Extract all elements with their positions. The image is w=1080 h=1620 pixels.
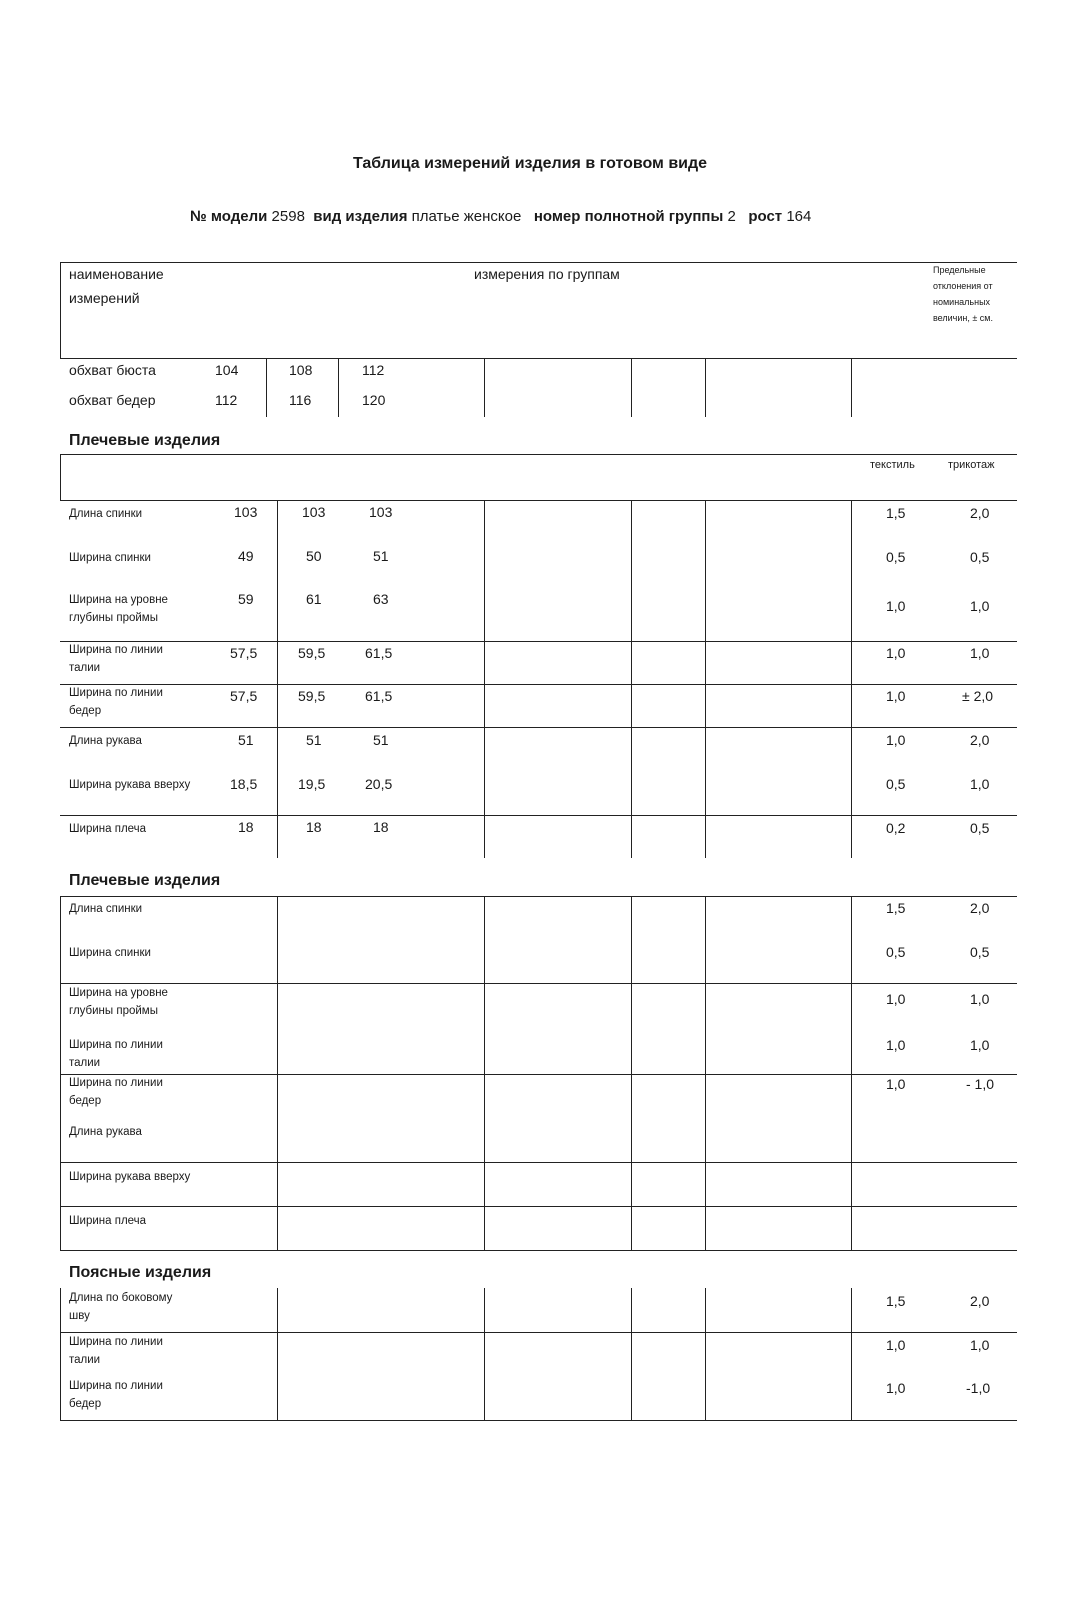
height-value: 164	[786, 208, 812, 225]
measurement-label: Ширина на уровне глубины проймы	[69, 594, 168, 624]
base-row-value: 112	[215, 392, 238, 408]
type-value: платье женское	[411, 208, 522, 225]
textile-tolerance: 1,0	[886, 688, 906, 704]
type-label: вид изделия	[313, 208, 408, 225]
measurement-value: 61,5	[365, 645, 393, 661]
knit-tolerance: 1,0	[970, 776, 990, 792]
knit-tolerance: 2,0	[970, 1293, 990, 1309]
knit-tolerance: 1,0	[970, 1037, 990, 1053]
measurement-label: Ширина по линии талии	[69, 644, 163, 674]
measurement-value: 59,5	[298, 645, 326, 661]
knit-tolerance: 2,0	[970, 505, 990, 521]
knit-tolerance: -1,0	[966, 1380, 991, 1396]
measurement-value: 51	[238, 732, 254, 748]
knit-tolerance: ± 2,0	[962, 688, 994, 704]
measurement-value: 18	[373, 819, 389, 835]
base-row-value: 112	[362, 362, 385, 378]
measurement-value: 18	[238, 819, 254, 835]
measurement-value: 51	[373, 548, 389, 564]
textile-tolerance: 0,5	[886, 944, 906, 960]
knit-tolerance: 0,5	[970, 944, 990, 960]
measurement-label: Ширина плеча	[69, 823, 147, 835]
textile-tolerance: 1,0	[886, 645, 906, 661]
base-row-value: 120	[362, 392, 386, 408]
measurement-value: 50	[306, 548, 322, 564]
base-row-value: 116	[289, 392, 312, 408]
measurement-value: 61	[306, 591, 322, 607]
knit-tolerance: 1,0	[970, 991, 990, 1007]
textile-tolerance: 1,0	[886, 1076, 906, 1092]
knit-tolerance: 0,5	[970, 820, 990, 836]
textile-tolerance: 1,0	[886, 1337, 906, 1353]
measurement-value: 19,5	[298, 776, 326, 792]
base-row-value: 104	[215, 362, 239, 378]
measurement-label: Ширина плеча	[69, 1215, 147, 1227]
textile-tolerance: 1,5	[886, 505, 906, 521]
measurement-label: Длина спинки	[69, 903, 143, 915]
measurement-value: 103	[369, 504, 393, 520]
measurement-value: 51	[373, 732, 389, 748]
measurement-label: Ширина спинки	[69, 947, 151, 959]
measurement-label: Ширина рукава вверху	[69, 1171, 191, 1183]
knit-tolerance: 1,0	[970, 1337, 990, 1353]
textile-tolerance: 0,5	[886, 776, 906, 792]
measurement-label: Длина спинки	[69, 508, 143, 520]
document-title: Таблица измерений изделия в готовом виде	[353, 155, 708, 172]
textile-tolerance: 1,5	[886, 1293, 906, 1309]
section-title: Плечевые изделия	[69, 432, 221, 449]
height-label: рост	[748, 208, 783, 225]
base-row-label: обхват бедер	[69, 392, 156, 408]
knit-tolerance: 2,0	[970, 732, 990, 748]
group-label: номер полнотной группы	[533, 208, 724, 225]
name-column-header: наименование измерений	[69, 266, 164, 306]
textile-tolerance: 1,0	[886, 598, 906, 614]
textile-tolerance: 1,0	[886, 1037, 906, 1053]
measurement-value: 20,5	[365, 776, 393, 792]
measurement-value: 18	[306, 819, 322, 835]
measurement-value: 59	[238, 591, 254, 607]
measurement-value: 18,5	[230, 776, 258, 792]
base-row-value: 108	[289, 362, 313, 378]
textile-tolerance: 0,5	[886, 549, 906, 565]
measurement-value: 51	[306, 732, 322, 748]
measurement-label: Ширина по линии талии	[69, 1039, 163, 1069]
measurement-value: 63	[373, 591, 389, 607]
textile-column-header: текстиль	[870, 459, 915, 471]
measurement-label: Ширина по линии бедер	[69, 1077, 163, 1107]
model-label: № модели	[190, 208, 268, 225]
knit-tolerance: 2,0	[970, 900, 990, 916]
knit-tolerance: 1,0	[970, 598, 990, 614]
groups-column-header: измерения по группам	[474, 266, 620, 282]
knit-column-header: трикотаж	[948, 459, 995, 471]
group-value: 2	[727, 208, 736, 225]
knit-tolerance: - 1,0	[966, 1076, 995, 1092]
section-title: Плечевые изделия	[69, 872, 221, 889]
measurement-label: Длина по боковому шву	[69, 1292, 173, 1322]
measurement-label: Ширина по линии бедер	[69, 687, 163, 717]
textile-tolerance: 1,5	[886, 900, 906, 916]
measurement-value: 57,5	[230, 645, 258, 661]
measurement-label: Ширина по линии бедер	[69, 1380, 163, 1410]
measurement-value: 49	[238, 548, 254, 564]
measurement-value: 59,5	[298, 688, 326, 704]
measurement-label: Длина рукава	[69, 735, 142, 747]
measurement-value: 103	[302, 504, 326, 520]
measurement-label: Длина рукава	[69, 1126, 142, 1138]
measurement-value: 103	[234, 504, 258, 520]
textile-tolerance: 0,2	[886, 820, 906, 836]
tolerance-column-header: Предельные отклонения от номинальных величин, ± см.	[933, 265, 993, 323]
knit-tolerance: 1,0	[970, 645, 990, 661]
textile-tolerance: 1,0	[886, 991, 906, 1007]
section-title: Поясные изделия	[69, 1264, 212, 1281]
measurement-label: Ширина по линии талии	[69, 1336, 163, 1366]
textile-tolerance: 1,0	[886, 732, 906, 748]
measurement-label: Ширина рукава вверху	[69, 779, 191, 791]
knit-tolerance: 0,5	[970, 549, 990, 565]
base-row-label: обхват бюста	[69, 362, 156, 378]
measurement-label: Ширина спинки	[69, 552, 151, 564]
model-info-line	[190, 208, 811, 225]
measurement-value: 57,5	[230, 688, 258, 704]
textile-tolerance: 1,0	[886, 1380, 906, 1396]
measurement-value: 61,5	[365, 688, 393, 704]
measurement-label: Ширина на уровне глубины проймы	[69, 987, 168, 1017]
model-value: 2598	[271, 208, 305, 225]
